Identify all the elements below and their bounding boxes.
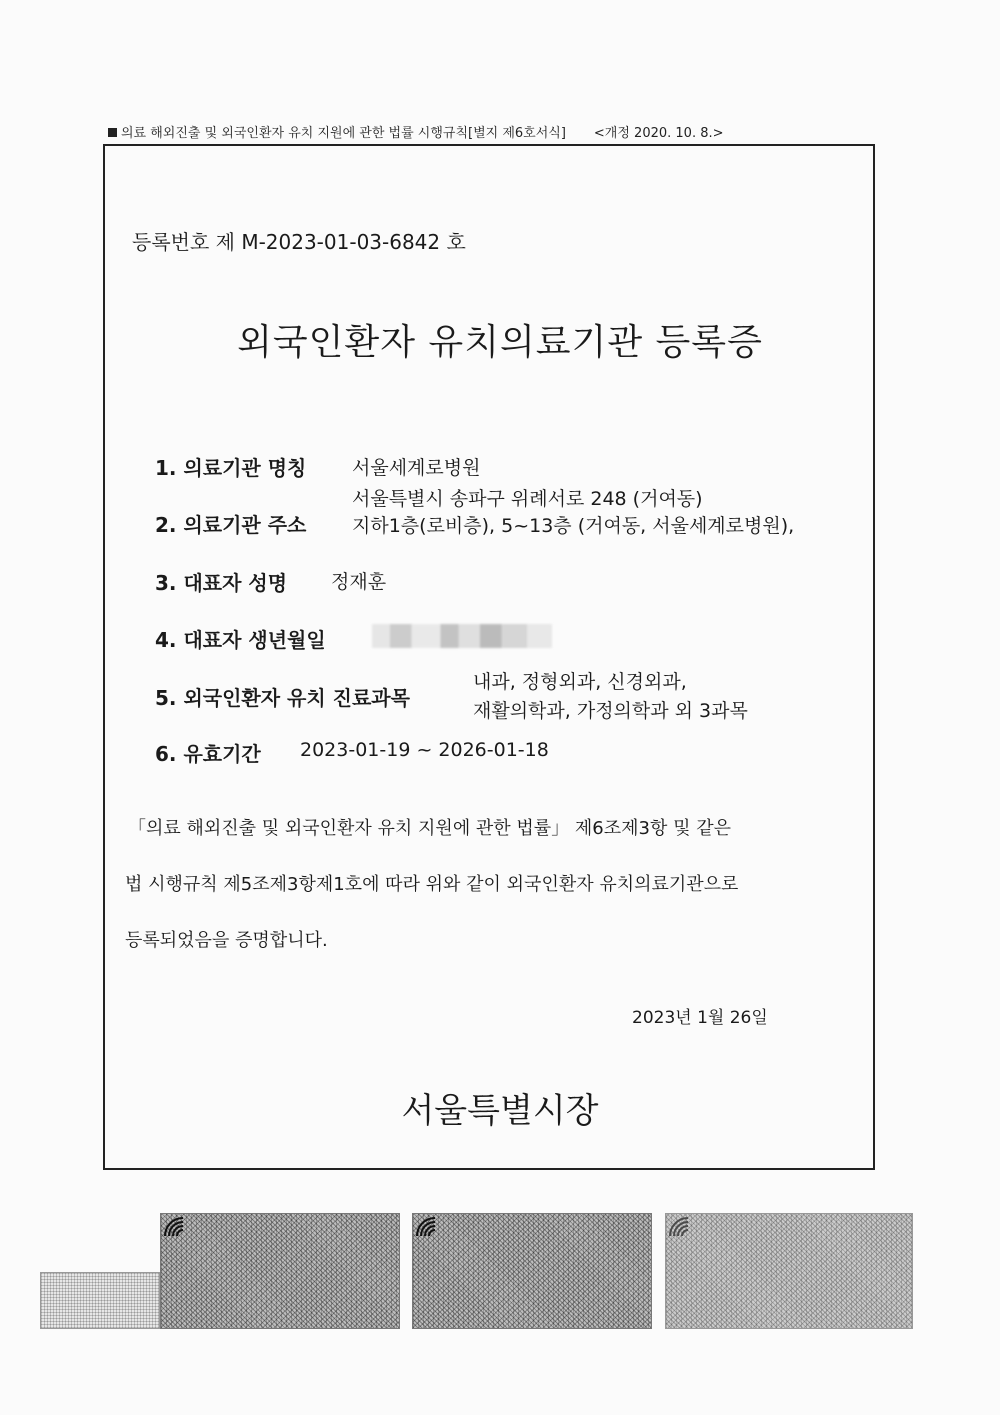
form-header	[108, 122, 724, 141]
field-value-validity: 2023-01-19 ~ 2026-01-18	[300, 739, 549, 761]
corner-mark-icon	[668, 1216, 690, 1238]
body-text-line3: 등록되었음을 증명합니다.	[125, 930, 328, 951]
field-value-departments-line2: 재활의학과, 가정의학과 외 3과목	[473, 700, 748, 722]
security-code-pattern	[160, 1213, 400, 1329]
security-code-pattern	[412, 1213, 652, 1329]
revision-date: <개정 2020. 10. 8.>	[593, 126, 724, 141]
field-value-address-line1: 서울특별시 송파구 위례서로 248 (거여동)	[352, 488, 703, 510]
security-code-pattern	[665, 1213, 913, 1329]
body-text-line2: 법 시행규칙 제5조제3항제1호에 따라 위와 같이 외국인환자 유치의료기관으로	[125, 874, 739, 895]
form-title: 의료 해외진출 및 외국인환자 유치 지원에 관한 법률 시행규칙[별지 제6호서식]	[121, 126, 566, 141]
field-value-hospital-name: 서울세계로병원	[352, 457, 481, 479]
issuer-name: 서울특별시장	[401, 1091, 599, 1131]
redacted-birthdate	[372, 624, 552, 648]
corner-mark-icon	[163, 1216, 185, 1238]
field-label-representative: 3. 대표자 성명	[155, 571, 288, 595]
issue-date: 2023년 1월 26일	[632, 1008, 768, 1028]
field-value-representative: 정재훈	[331, 571, 387, 593]
field-label-address: 2. 의료기관 주소	[155, 513, 307, 537]
security-stamp-image	[40, 1272, 160, 1329]
field-value-address-line2: 지하1층(로비층), 5~13층 (거여동, 서울세계로병원),	[352, 515, 795, 537]
field-label-validity: 6. 유효기간	[155, 742, 261, 766]
field-label-hospital-name: 1. 의료기관 명칭	[155, 456, 307, 480]
corner-mark-icon	[415, 1216, 437, 1238]
field-value-departments-line1: 내과, 정형외과, 신경외과,	[473, 671, 687, 693]
square-bullet-icon	[108, 128, 117, 137]
registration-number: 등록번호 제 M-2023-01-03-6842 호	[132, 230, 466, 254]
body-text-line1: 「의료 해외진출 및 외국인환자 유치 지원에 관한 법률」 제6조제3항 및 같은	[128, 818, 731, 839]
field-label-birthdate: 4. 대표자 생년월일	[155, 628, 326, 652]
field-label-departments: 5. 외국인환자 유치 진료과목	[155, 686, 410, 710]
certificate-title: 외국인환자 유치의료기관 등록증	[237, 322, 763, 363]
